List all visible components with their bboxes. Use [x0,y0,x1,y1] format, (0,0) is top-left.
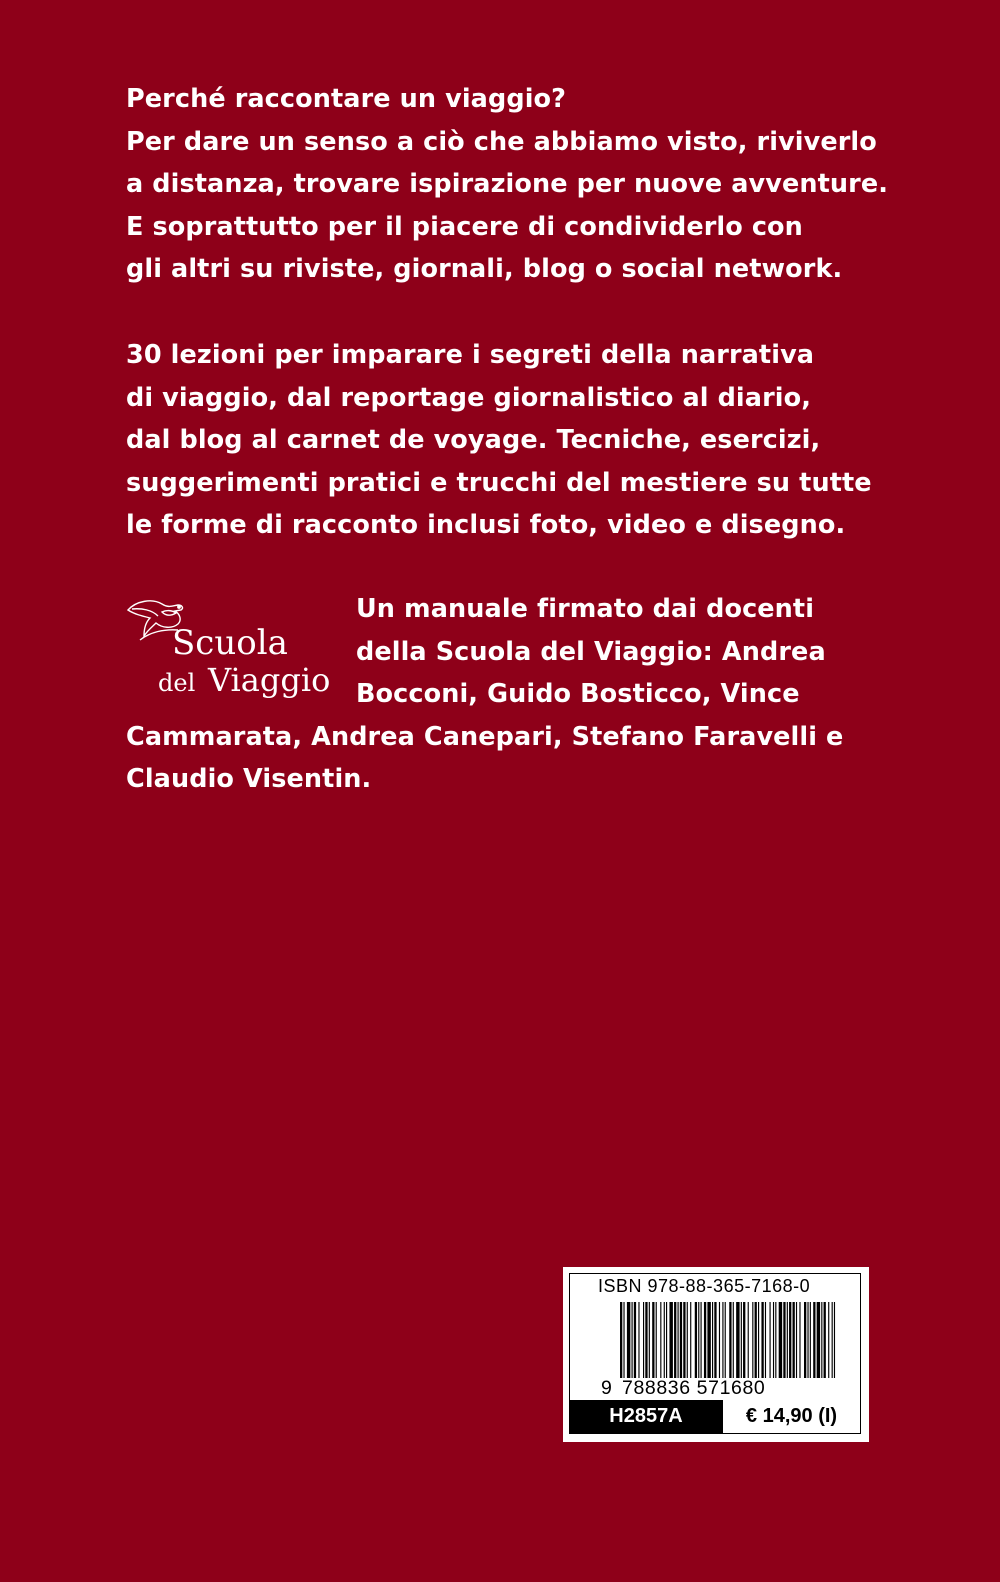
barcode-bar [695,1302,697,1378]
barcode-bar [758,1302,759,1378]
barcode-bar [828,1302,829,1378]
barcode-bar [656,1302,657,1378]
barcode-bar [755,1302,757,1378]
logo-line1: Scuola [172,623,288,663]
barcode-bar [741,1302,742,1378]
barcode-bar [698,1302,699,1378]
barcode-label [563,1267,869,1442]
barcode-bar [632,1302,633,1378]
barcode-bar [645,1302,647,1378]
text-line: E soprattutto per il piacere di condividerlo con [126,211,803,242]
barcode-bar [761,1302,763,1378]
barcode-bar [680,1302,682,1378]
barcode-bar [779,1302,782,1378]
barcode-bar [652,1302,654,1378]
barcode-bar [712,1302,713,1378]
description-paragraph [126,334,872,547]
text-line: della Scuola del Viaggio: Andrea [356,636,826,667]
barcode-bar [620,1302,622,1378]
barcode-frame [569,1273,861,1434]
barcode-bar [770,1302,771,1378]
barcode-bar [701,1302,702,1378]
barcode-bar [707,1302,710,1378]
barcode-bar [783,1302,785,1378]
barcode-bar [736,1302,739,1378]
barcode-bar [799,1302,800,1378]
barcode-bar [687,1302,688,1378]
barcode-bar [752,1302,753,1378]
barcode-bars [620,1302,838,1378]
logo-line2-viaggio: Viaggio [208,661,331,699]
barcode-bar [660,1302,661,1378]
barcode-bar [634,1302,636,1378]
barcode-bar [821,1302,822,1378]
barcode-bar [649,1302,650,1378]
barcode-bar [789,1302,791,1378]
barcode-bar [643,1302,644,1378]
barcode-bar [793,1302,795,1378]
scuola-del-viaggio-logo [122,592,342,702]
barcode-bar [743,1302,745,1378]
barcode-bar [690,1302,691,1378]
barcode-bar [714,1302,716,1378]
price: € 14,90 (I) [722,1400,860,1433]
barcode-bar [729,1302,731,1378]
barcode-bar [678,1302,679,1378]
barcode-bar [623,1302,624,1378]
barcode-bar [817,1302,820,1378]
intro-paragraph [126,78,888,291]
barcode-bar [666,1302,667,1378]
text-line: suggerimenti pratici e trucchi del mestiere su tutte [126,467,872,498]
barcode-bar [775,1302,776,1378]
barcode-bar [664,1302,665,1378]
barcode-bar [807,1302,808,1378]
text-line: Cammarata, Andrea Canepari, Stefano Faravelli e [126,721,844,752]
text-line: 30 lezioni per imparare i segreti della narrativa [126,340,815,370]
product-code: H2857A [570,1400,722,1433]
text-line: Un manuale firmato dai docenti [356,594,815,624]
barcode-bar [669,1302,672,1378]
barcode-bar [719,1302,720,1378]
barcode-bar [674,1302,676,1378]
logo-line2-del: del [158,669,196,697]
barcode-bar [787,1302,788,1378]
barcode-bar [834,1302,835,1378]
barcode-bar [627,1302,630,1378]
barcode-bar [748,1302,749,1378]
barcode-bar [773,1302,774,1378]
text-line: di viaggio, dal reportage giornalistico al diario, [126,382,811,413]
text-line: le forme di racconto inclusi foto, video e disegno. [126,510,846,540]
barcode-digits: 788836 571680 [622,1377,766,1399]
barcode-bar [733,1302,734,1378]
barcode-bar [704,1302,706,1378]
text-line: Bocconi, Guido Bosticco, Vince [356,679,800,709]
text-line: Per dare un senso a ciò che abbiamo visto, riviverlo [126,126,877,157]
barcode-bar [725,1302,726,1378]
barcode-bar [765,1302,766,1378]
barcode-bar [722,1302,723,1378]
barcode-bar [824,1302,826,1378]
text-line: dal blog al carnet de voyage. Tecniche, esercizi, [126,425,821,455]
barcode-bar [804,1302,806,1378]
barcode-bar [638,1302,639,1378]
text-line: gli altri su riviste, giornali, blog o social network. [126,254,843,284]
text-line: Claudio Visentin. [126,764,372,794]
barcode-bar [810,1302,811,1378]
barcode-bar [813,1302,815,1378]
text-line: Perché raccontare un viaggio? [126,84,567,114]
barcode-digit-first: 9 [601,1377,613,1399]
isbn-label: ISBN 978-88-365-7168-0 [598,1276,811,1296]
barcode-bar [683,1302,685,1378]
text-line: a distanza, trovare ispirazione per nuove avventure. [126,169,889,199]
barcode-bar [796,1302,797,1378]
barcode-bar [832,1302,833,1378]
